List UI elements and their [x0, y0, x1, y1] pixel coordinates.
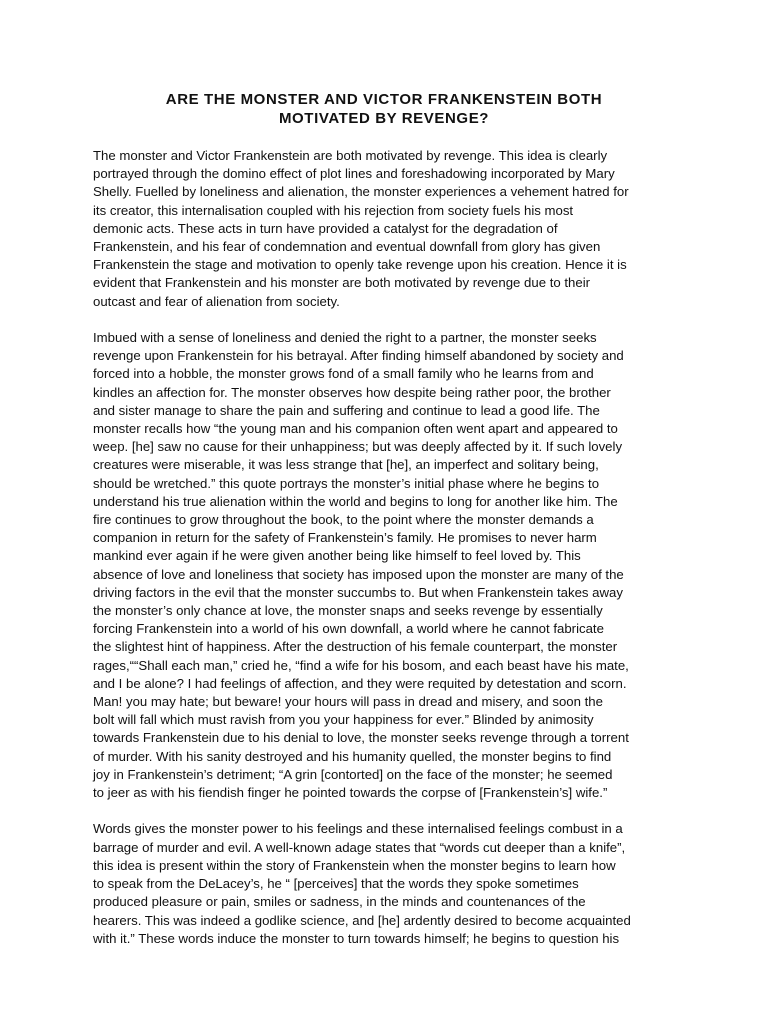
text-line: of murder. With his sanity destroyed and his humanity quelled, the monster begins to find: [93, 748, 612, 764]
text-line: should be wretched.” this quote portrays the monster’s initial phase where he begins to: [93, 475, 600, 491]
text-line: and I be alone? I had feelings of affection, and they were requited by detestation and scorn.: [93, 675, 627, 691]
text-line: creatures were miserable, it was less strange that [he], an imperfect and solitary being,: [93, 457, 599, 473]
text-line: Frankenstein, and his fear of condemnation and eventual downfall from glory has given: [93, 239, 601, 255]
text-line: produced pleasure or pain, smiles or sadness, in the minds and countenances of the: [93, 894, 586, 910]
text-line: The monster and Victor Frankenstein are both motivated by revenge. This idea is clearly: [93, 148, 608, 163]
text-line: revenge upon Frankenstein for his betrayal. After finding himself abandoned by society and: [93, 348, 624, 364]
text-line: Imbued with a sense of loneliness and denied the right to a partner, the monster seeks: [93, 330, 597, 346]
text-line: to jeer as with his fiendish finger he pointed towards the corpse of [Frankenstein’s] wife.”: [93, 785, 608, 801]
title-line-2: MOTIVATED BY REVENGE?: [278, 110, 490, 127]
text-line: forced into a hobble, the monster grows fond of a small family who he learns from and: [93, 366, 594, 382]
text-line: outcast and fear of alienation from society.: [93, 293, 340, 309]
paragraph-2: [93, 329, 693, 802]
text-line: monster recalls how “the young man and his companion often went apart and appeared to: [93, 421, 618, 437]
text-line: demonic acts. These acts in turn have provided a catalyst for the degradation of: [93, 220, 558, 236]
text-line: and sister manage to share the pain and suffering and continue to lead a good life. The: [93, 402, 600, 418]
text-line: Words gives the monster power to his feelings and these internalised feelings combust in a: [93, 821, 623, 837]
essay-title: [80, 90, 688, 128]
text-line: evident that Frankenstein and his monster are both motivated by revenge due to their: [93, 275, 591, 291]
text-line: portrayed through the domino effect of plot lines and foreshadowing incorporated by Mary: [93, 166, 615, 182]
text-line: kindles an affection for. The monster observes how despite being rather poor, the brother: [93, 384, 611, 400]
essay-body: [93, 147, 693, 966]
text-line: this idea is present within the story of Frankenstein when the monster begins to learn how: [93, 857, 616, 873]
text-line: barrage of murder and evil. A well-known adage states that “words cut deeper than a knife”,: [93, 839, 626, 855]
text-line: with it.” These words induce the monster to turn towards himself; he begins to question his: [93, 930, 620, 946]
text-line: the monster’s only chance at love, the monster snaps and seeks revenge by essentially: [93, 603, 603, 619]
text-line: fire continues to grow throughout the book, to the point where the monster demands a: [93, 512, 594, 528]
text-line: to speak from the DeLacey’s, he “ [perceives] that the words they spoke sometimes: [93, 876, 579, 892]
text-line: bolt will fall which must ravish from you your happiness for ever.” Blinded by animosity: [93, 712, 594, 728]
text-line: driving factors in the evil that the monster succumbs to. But when Frankenstein takes away: [93, 584, 623, 600]
text-line: understand his true alienation within the world and begins to long for another like him. The: [93, 493, 618, 509]
text-line: Shelly. Fuelled by loneliness and alienation, the monster experiences a vehement hatred for: [93, 184, 629, 200]
text-line: hearers. This was indeed a godlike science, and [he] ardently desired to become acquainted: [93, 912, 631, 928]
text-line: forcing Frankenstein into a world of his own downfall, a world where he cannot fabricate: [93, 621, 604, 637]
text-line: joy in Frankenstein’s detriment; “A grin [contorted] on the face of the monster; he seemed: [93, 766, 613, 782]
text-line: weep. [he] saw no cause for their unhappiness; but was deeply affected by it. If such lovely: [93, 439, 623, 455]
text-line: its creator, this internalisation coupled with his rejection from society fuels his most: [93, 202, 574, 218]
paragraph-3: [93, 820, 693, 947]
text-line: Frankenstein the stage and motivation to openly take revenge upon his creation. Hence it is: [93, 257, 627, 273]
text-line: Man! you may hate; but beware! your hours will pass in dread and misery, and soon the: [93, 694, 603, 710]
text-line: absence of love and loneliness that society has imposed upon the monster are many of the: [93, 566, 624, 582]
paragraph-1: [93, 147, 693, 311]
text-line: mankind ever again if he were given another being like himself to feel loved by. This: [93, 548, 581, 564]
text-line: towards Frankenstein due to his denial to love, the monster seeks revenge through a torrent: [93, 730, 629, 746]
title-line-1: ARE THE MONSTER AND VICTOR FRANKENSTEIN BOTH: [165, 91, 603, 108]
text-line: the slightest hint of happiness. After the destruction of his female counterpart, the monster: [93, 639, 618, 655]
text-line: rages,““Shall each man,” cried he, “find a wife for his bosom, and each beast have his mate,: [93, 657, 629, 673]
text-line: companion in return for the safety of Frankenstein’s family. He promises to never harm: [93, 530, 597, 546]
